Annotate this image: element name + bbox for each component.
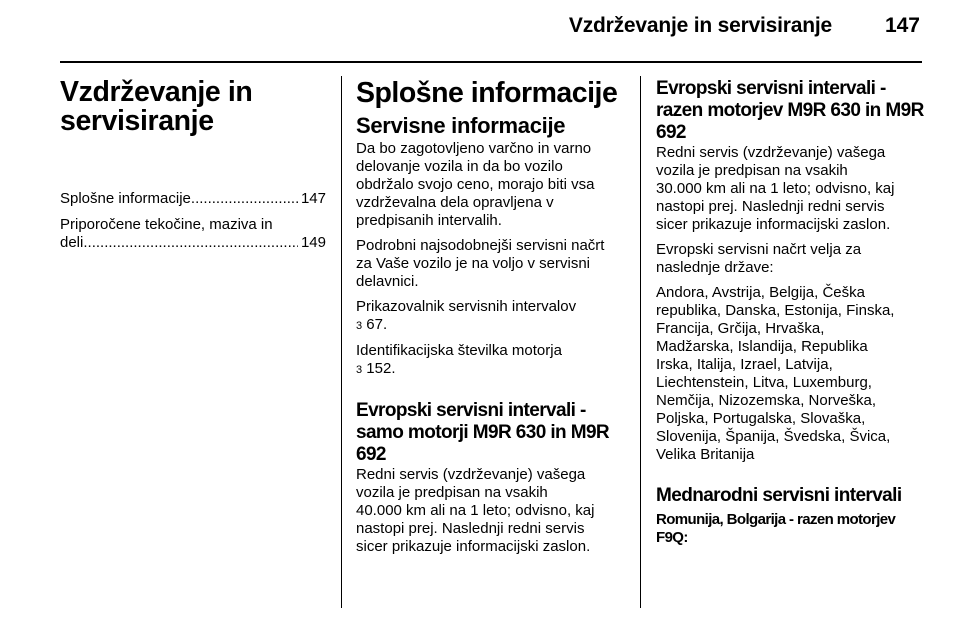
text-line: Evropski servisni načrt velja za xyxy=(656,241,862,258)
toc-leader xyxy=(83,234,298,252)
reference-page: 152. xyxy=(366,360,396,377)
column-divider xyxy=(640,76,641,608)
text-line: Andora, Avstrija, Belgija, Češka xyxy=(656,284,865,301)
text-line: delovanje vozila in da bo vozilo xyxy=(356,158,563,175)
paragraph xyxy=(356,237,626,291)
page-number: 147 xyxy=(884,14,920,37)
toc-entry[interactable] xyxy=(60,190,326,208)
text-line: predpisanih intervalih. xyxy=(356,212,502,229)
text-line: Liechtenstein, Litva, Luxemburg, xyxy=(656,374,872,391)
text-line: naslednje države: xyxy=(656,259,774,276)
text-line: Redni servis (vzdrževanje) vašega xyxy=(656,144,886,161)
subsection-title xyxy=(356,400,626,466)
cross-reference[interactable] xyxy=(356,360,626,379)
text-line: vozila je predpisan na vsakih xyxy=(656,162,848,179)
country-list xyxy=(656,284,926,464)
paragraph xyxy=(656,241,926,277)
text-line: vozila je predpisan na vsakih xyxy=(356,484,548,501)
text-line: Velika Britanija xyxy=(656,446,755,463)
chapter-column xyxy=(60,78,326,260)
title-line: razen motorjev M9R 630 in M9R xyxy=(656,100,924,121)
chapter-title xyxy=(60,78,326,136)
toc-page-number: 147 xyxy=(300,190,326,207)
text-line: sicer prikazuje informacijski zaslon. xyxy=(356,538,591,555)
title-line: F9Q: xyxy=(656,529,688,546)
paragraph xyxy=(356,298,626,335)
title-line: Evropski servisni intervali - xyxy=(656,78,886,99)
text-line: vzdrževalna dela opravljena v xyxy=(356,194,554,211)
reference-page: 67. xyxy=(366,316,388,333)
header-rule xyxy=(60,61,922,63)
paragraph xyxy=(656,144,926,234)
subsection-title: Mednarodni servisni intervali xyxy=(656,485,902,506)
paragraph xyxy=(356,140,626,230)
subsection-title xyxy=(656,78,926,144)
text-line: nastopi prej. Naslednji redni servis xyxy=(356,520,585,537)
toc-entry-text: deli xyxy=(60,234,84,251)
title-line: 692 xyxy=(656,122,686,143)
text-line: Poljska, Portugalska, Slovaška, xyxy=(656,410,866,427)
paragraph xyxy=(356,342,626,379)
text-line: nastopi prej. Naslednji redni servis xyxy=(656,198,885,215)
toc-entry-text: Splošne informacije xyxy=(60,190,191,207)
title-line: Evropski servisni intervali - xyxy=(356,400,586,421)
toc-leader xyxy=(191,190,298,208)
text-line: obdržalo svojo ceno, morajo biti vsa xyxy=(356,176,595,193)
text-line: Slovenija, Španija, Švedska, Švica, xyxy=(656,428,891,445)
paragraph xyxy=(356,466,626,556)
text-line: delavnici. xyxy=(356,273,419,290)
toc-entry-text: Priporočene tekočine, maziva in xyxy=(60,216,273,233)
title-line: samo motorji M9R 630 in M9R xyxy=(356,422,610,443)
content-column xyxy=(656,78,926,547)
text-line: 30.000 km ali na 1 leto; odvisno, kaj xyxy=(656,180,895,197)
text-line: Podrobni najsodobnejši servisni načrt xyxy=(356,237,605,254)
text-line: Nemčija, Nizozemska, Norveška, xyxy=(656,392,877,409)
section-title: Splošne informacije xyxy=(356,77,618,109)
sub-subsection-title xyxy=(656,511,926,547)
chapter-title-line: servisiranje xyxy=(60,105,214,137)
subsection-title: Servisne informacije xyxy=(356,113,566,138)
text-line: Redni servis (vzdrževanje) vašega xyxy=(356,466,586,483)
text-line: Identifikacijska številka motorja xyxy=(356,342,562,359)
text-line: 40.000 km ali na 1 leto; odvisno, kaj xyxy=(356,502,595,519)
text-line: Prikazovalnik servisnih intervalov xyxy=(356,298,577,315)
content-column xyxy=(356,78,626,556)
running-header-title: Vzdrževanje in servisiranje xyxy=(568,14,832,37)
text-line: Irska, Italija, Izrael, Latvija, xyxy=(656,356,833,373)
toc-entry[interactable] xyxy=(60,216,326,252)
text-line: Madžarska, Islandija, Republika xyxy=(656,338,868,355)
chapter-title-line: Vzdrževanje in xyxy=(60,76,253,108)
reference-arrow-icon: 3 xyxy=(356,320,363,332)
text-line: Francija, Grčija, Hrvaška, xyxy=(656,320,825,337)
cross-reference[interactable] xyxy=(356,316,626,335)
text-line: republika, Danska, Estonija, Finska, xyxy=(656,302,895,319)
title-line: Romunija, Bolgarija - razen motorjev xyxy=(656,511,896,528)
text-line: Da bo zagotovljeno varčno in varno xyxy=(356,140,592,157)
reference-arrow-icon: 3 xyxy=(356,364,363,376)
text-line: za Vaše vozilo je na voljo v servisni xyxy=(356,255,590,272)
text-line: sicer prikazuje informacijski zaslon. xyxy=(656,216,891,233)
title-line: 692 xyxy=(356,444,386,465)
toc-page-number: 149 xyxy=(300,234,326,251)
column-divider xyxy=(341,76,342,608)
